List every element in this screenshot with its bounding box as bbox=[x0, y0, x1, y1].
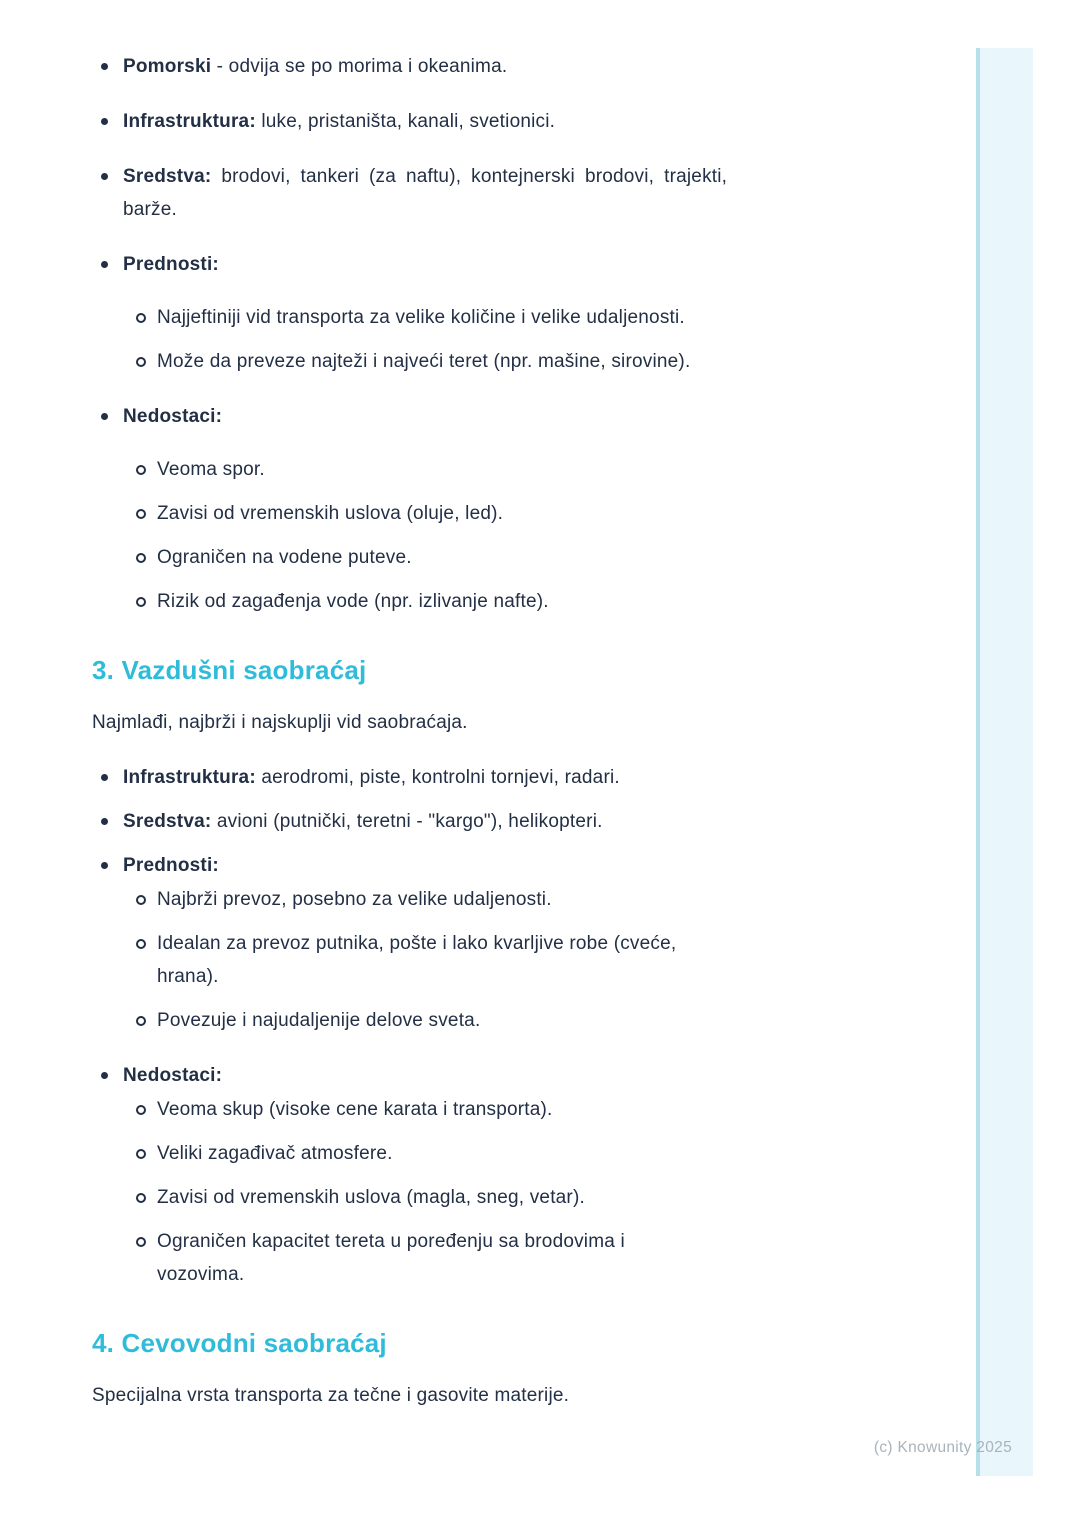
sub-bullet-item bbox=[92, 1004, 937, 1037]
bullet-text: luke, pristaništa, kanali, svetionici. bbox=[255, 111, 556, 132]
sub-bullet-circle-icon bbox=[136, 313, 146, 323]
sub-bullet-item bbox=[92, 1137, 937, 1170]
sub-bullet-text: Veoma skup (visoke cene karata i transporta). bbox=[157, 1099, 553, 1120]
sub-bullet-item bbox=[92, 541, 937, 574]
sub-bullet-item bbox=[92, 497, 937, 530]
bullet-label: Pomorski bbox=[123, 56, 212, 77]
sub-bullet-circle-icon bbox=[136, 1237, 146, 1247]
sub-bullet-item bbox=[92, 585, 937, 618]
sub-bullet-text: Veoma spor. bbox=[157, 459, 265, 480]
bullet-text: avioni (putnički, teretni - "kargo"), helikopteri. bbox=[211, 811, 603, 832]
sub-bullet-circle-icon bbox=[136, 553, 146, 563]
bullet-item bbox=[92, 400, 937, 433]
bullet-label: Nedostaci: bbox=[123, 1065, 223, 1086]
sub-bullet-circle-icon bbox=[136, 597, 146, 607]
sub-bullet-text: Najjeftiniji vid transporta za velike količine i velike udaljenosti. bbox=[157, 307, 685, 328]
sub-bullet-text: Zavisi od vremenskih uslova (oluje, led). bbox=[157, 503, 504, 524]
paragraph: Najmlađi, najbrži i najskuplji vid saobraćaja. bbox=[92, 712, 468, 733]
bullet-item bbox=[92, 50, 937, 83]
bullet-label: Nedostaci: bbox=[123, 406, 223, 427]
document-content bbox=[92, 50, 937, 1412]
bullet-item bbox=[92, 248, 937, 281]
bullet-item bbox=[92, 849, 937, 882]
sub-bullet-text: Povezuje i najudaljenije delove sveta. bbox=[157, 1010, 481, 1031]
sub-bullet-item bbox=[92, 927, 937, 993]
bullet-item bbox=[92, 761, 937, 794]
sub-bullet-circle-icon bbox=[136, 939, 146, 949]
sub-bullet-item bbox=[92, 345, 937, 378]
sub-bullet-circle-icon bbox=[136, 465, 146, 475]
bullet-label: Sredstva: bbox=[123, 166, 212, 187]
sub-bullet-circle-icon bbox=[136, 1149, 146, 1159]
sub-bullet-text: Može da preveze najteži i najveći teret (npr. mašine, sirovine). bbox=[157, 351, 691, 372]
sub-bullet-circle-icon bbox=[136, 509, 146, 519]
bullet-dot-icon bbox=[101, 261, 108, 268]
sub-bullet-circle-icon bbox=[136, 1016, 146, 1026]
bullet-dot-icon bbox=[101, 63, 108, 70]
bullet-label: Infrastruktura: bbox=[123, 767, 256, 788]
bullet-item bbox=[92, 160, 937, 226]
bullet-dot-icon bbox=[101, 173, 108, 180]
bullet-dot-icon bbox=[101, 1072, 108, 1079]
section-heading: 4. Cevovodni saobraćaj bbox=[92, 1328, 387, 1358]
bullet-label: Sredstva: bbox=[123, 811, 212, 832]
bullet-dot-icon bbox=[101, 118, 108, 125]
sub-bullet-text: Najbrži prevoz, posebno za velike udaljenosti. bbox=[157, 889, 552, 910]
sub-bullet-text: Ograničen na vodene puteve. bbox=[157, 547, 412, 568]
bullet-text: aerodromi, piste, kontrolni tornjevi, radari. bbox=[255, 767, 620, 788]
section-heading: 3. Vazdušni saobraćaj bbox=[92, 655, 367, 685]
bullet-dot-icon bbox=[101, 413, 108, 420]
watermark: (c) Knowunity 2025 bbox=[873, 1439, 1012, 1456]
sub-bullet-text: Ograničen kapacitet tereta u poređenju sa brodovima i vozovima. bbox=[157, 1231, 625, 1285]
sub-bullet-circle-icon bbox=[136, 1105, 146, 1115]
sub-bullet-circle-icon bbox=[136, 895, 146, 905]
sub-bullet-item bbox=[92, 1225, 937, 1291]
sub-bullet-item bbox=[92, 453, 937, 486]
paragraph: Specijalna vrsta transporta za tečne i gasovite materije. bbox=[92, 1385, 570, 1406]
bullet-label: Prednosti: bbox=[123, 254, 219, 275]
sub-bullet-item bbox=[92, 1181, 937, 1214]
sub-bullet-circle-icon bbox=[136, 357, 146, 367]
right-margin-stripe bbox=[976, 48, 1033, 1476]
sub-bullet-circle-icon bbox=[136, 1193, 146, 1203]
bullet-item bbox=[92, 805, 937, 838]
sub-bullet-text: Zavisi od vremenskih uslova (magla, sneg, vetar). bbox=[157, 1187, 585, 1208]
bullet-item bbox=[92, 1059, 937, 1092]
bullet-dot-icon bbox=[101, 818, 108, 825]
bullet-dot-icon bbox=[101, 774, 108, 781]
bullet-label: Infrastruktura: bbox=[123, 111, 256, 132]
sub-bullet-item bbox=[92, 883, 937, 916]
bullet-item bbox=[92, 105, 937, 138]
bullet-text: - odvija se po morima i okeanima. bbox=[211, 56, 508, 77]
sub-bullet-text: Rizik od zagađenja vode (npr. izlivanje nafte). bbox=[157, 591, 549, 612]
bullet-dot-icon bbox=[101, 862, 108, 869]
sub-bullet-text: Idealan za prevoz putnika, pošte i lako kvarljive robe (cveće, hrana). bbox=[157, 933, 677, 987]
sub-bullet-text: Veliki zagađivač atmosfere. bbox=[157, 1143, 393, 1164]
sub-bullet-item bbox=[92, 301, 937, 334]
bullet-label: Prednosti: bbox=[123, 855, 219, 876]
bullet-text: brodovi, tankeri (za naftu), kontejnerski brodovi, trajekti, barže. bbox=[123, 166, 728, 220]
sub-bullet-item bbox=[92, 1093, 937, 1126]
